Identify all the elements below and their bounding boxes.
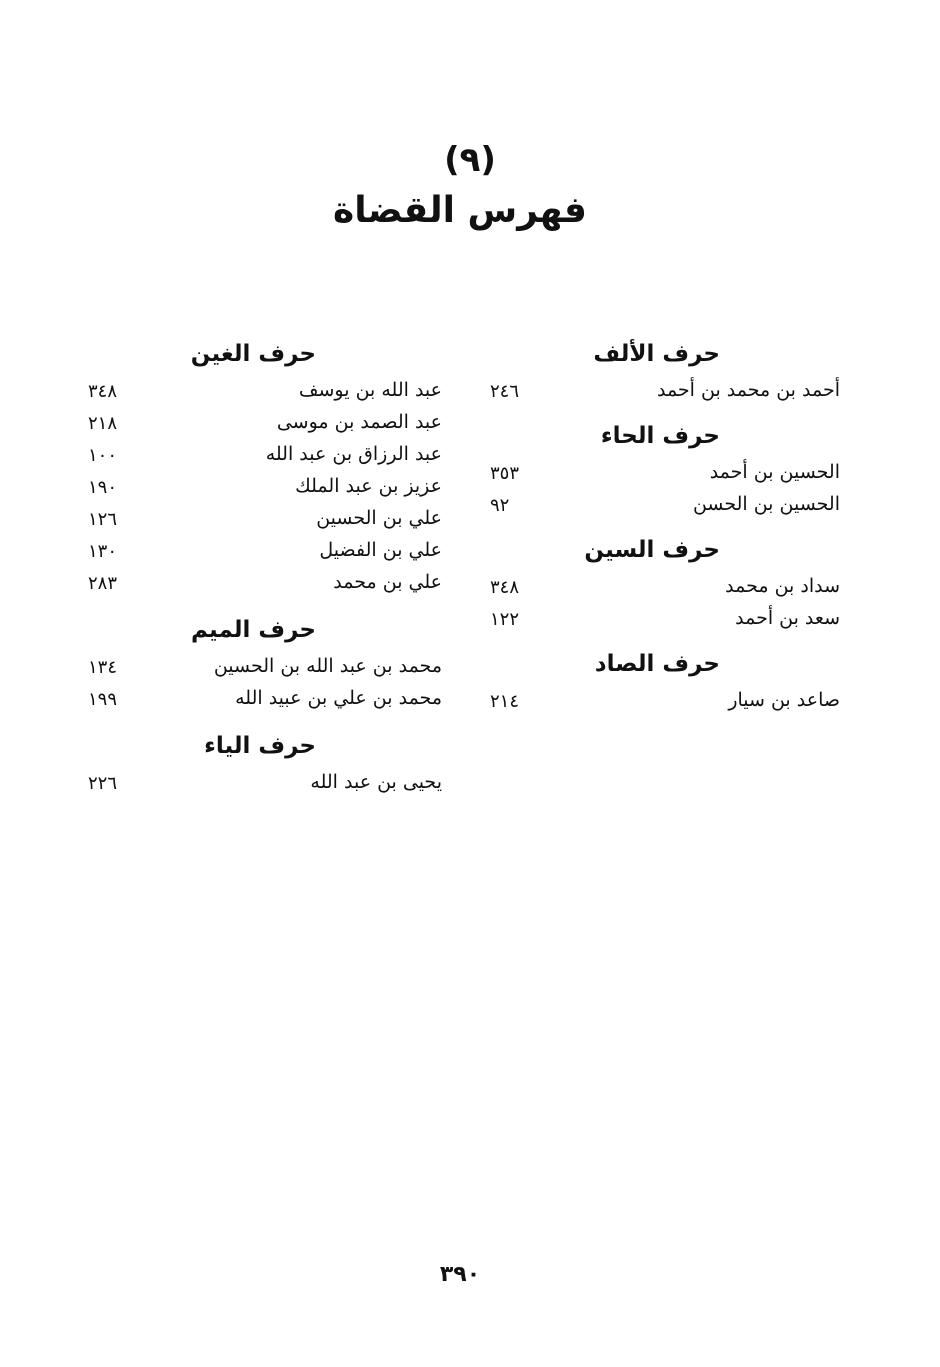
entry-page: ٩٢ bbox=[490, 495, 510, 516]
list-item bbox=[470, 488, 840, 520]
section-heading-ghain: حرف الغين bbox=[190, 341, 316, 367]
entry-name: الحسين بن الحسن bbox=[692, 493, 840, 515]
entry-name: سداد بن محمد bbox=[725, 575, 840, 597]
list-item bbox=[470, 374, 840, 406]
entry-name: الحسين بن أحمد bbox=[709, 461, 840, 483]
entry-page: ٢٨٣ bbox=[88, 573, 118, 594]
entry-page: ٢٤٦ bbox=[490, 381, 520, 402]
entry-page: ١٢٢ bbox=[490, 609, 520, 630]
list-item bbox=[470, 602, 840, 634]
entry-name: يحيى بن عبد الله bbox=[310, 771, 442, 793]
entry-page: ١٣٠ bbox=[88, 541, 118, 562]
list-item bbox=[70, 650, 442, 682]
entry-name: سعد بن أحمد bbox=[735, 607, 840, 629]
list-item bbox=[70, 534, 442, 566]
entry-name: محمد بن علي بن عبيد الله bbox=[235, 687, 442, 709]
entry-name: عزيز بن عبد الملك bbox=[295, 475, 442, 497]
list-item bbox=[70, 566, 442, 598]
list-item bbox=[70, 766, 442, 798]
section-heading-seen: حرف السين bbox=[584, 537, 720, 563]
list-item bbox=[70, 682, 442, 714]
entry-page: ١٩٠ bbox=[88, 477, 118, 498]
section-heading-alef: حرف الألف bbox=[593, 341, 720, 367]
entry-page: ١٩٩ bbox=[88, 689, 118, 710]
entry-page: ٣٤٨ bbox=[88, 381, 118, 402]
section-heading-saad: حرف الصاد bbox=[594, 651, 720, 677]
entry-page: ٣٥٣ bbox=[490, 463, 520, 484]
entry-name: علي بن الفضيل bbox=[319, 539, 442, 561]
right-column bbox=[470, 334, 840, 716]
index-number: (٩) bbox=[444, 140, 496, 180]
entry-page: ٢٢٦ bbox=[88, 773, 118, 794]
entry-page: ٢١٤ bbox=[490, 691, 520, 712]
entry-page: ٣٤٨ bbox=[490, 577, 520, 598]
list-item bbox=[470, 570, 840, 602]
entry-name: أحمد بن محمد بن أحمد bbox=[656, 379, 840, 401]
entry-page: ١٠٠ bbox=[88, 445, 118, 466]
entry-name: عبد الرزاق بن عبد الله bbox=[265, 443, 442, 465]
page-title: فهرس القضاة bbox=[333, 190, 587, 231]
list-item bbox=[70, 374, 442, 406]
entry-name: عبد الصمد بن موسى bbox=[276, 411, 442, 433]
entry-page: ١٢٦ bbox=[88, 509, 118, 530]
list-item bbox=[70, 502, 442, 534]
entry-page: ٢١٨ bbox=[88, 413, 118, 434]
list-item bbox=[470, 456, 840, 488]
section-heading-yaa: حرف الياء bbox=[204, 733, 316, 759]
list-item bbox=[470, 684, 840, 716]
list-item bbox=[70, 438, 442, 470]
entry-name: علي بن الحسين bbox=[316, 507, 442, 529]
entry-name: علي بن محمد bbox=[333, 571, 442, 593]
list-item bbox=[70, 470, 442, 502]
list-item bbox=[70, 406, 442, 438]
entry-name: محمد بن عبد الله بن الحسين bbox=[213, 655, 442, 677]
entry-page: ١٣٤ bbox=[88, 657, 118, 678]
page-number: ٣٩٠ bbox=[439, 1262, 481, 1287]
entry-name: صاعد بن سيار bbox=[728, 689, 840, 711]
left-column bbox=[70, 334, 442, 798]
section-heading-meem: حرف الميم bbox=[191, 617, 316, 643]
entry-name: عبد الله بن يوسف bbox=[298, 379, 442, 401]
section-heading-haa: حرف الحاء bbox=[600, 423, 720, 449]
